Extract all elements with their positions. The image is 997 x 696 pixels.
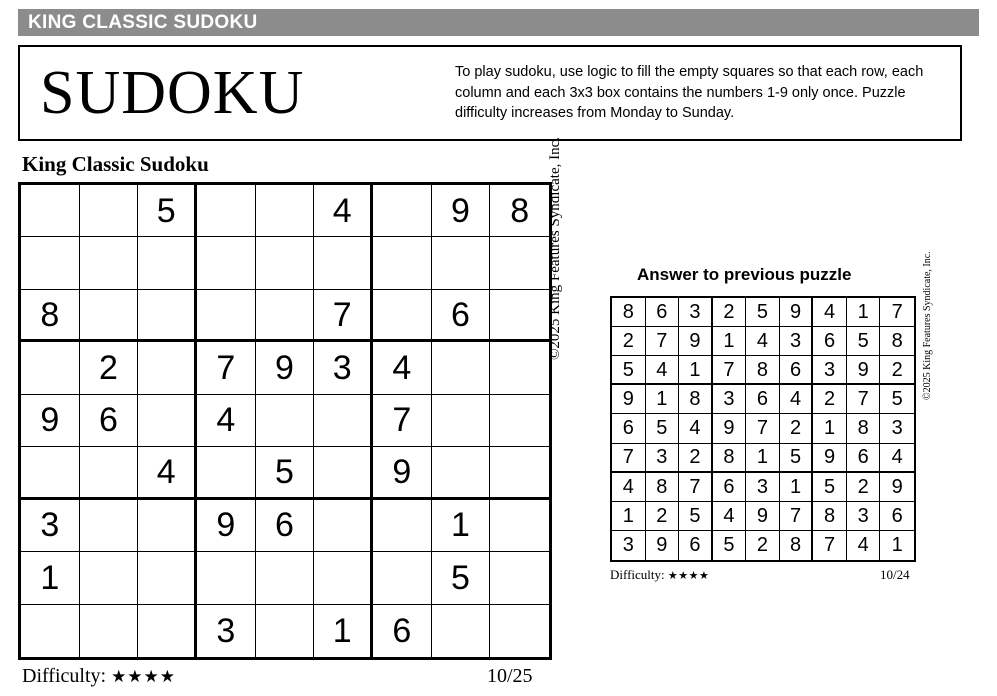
puzzle-difficulty-label: Difficulty: xyxy=(22,665,107,687)
sudoku-cell-r8c6[interactable] xyxy=(314,552,373,604)
answer-difficulty-label: Difficulty: xyxy=(610,567,665,582)
sudoku-cell-r3c4[interactable] xyxy=(197,290,256,342)
sudoku-cell-r9c8[interactable] xyxy=(432,605,491,657)
answer-cell-r3c4: 7 xyxy=(713,356,747,385)
sudoku-cell-r4c4[interactable]: 7 xyxy=(197,342,256,394)
sudoku-cell-r2c6[interactable] xyxy=(314,237,373,289)
sudoku-cell-r3c2[interactable] xyxy=(80,290,139,342)
answer-cell-r9c8: 4 xyxy=(847,531,881,560)
sudoku-cell-r7c6[interactable] xyxy=(314,500,373,552)
answer-cell-r7c7: 5 xyxy=(813,473,847,502)
sudoku-cell-r6c1[interactable] xyxy=(21,447,80,499)
sudoku-cell-r8c7[interactable] xyxy=(373,552,432,604)
answer-cell-r1c4: 2 xyxy=(713,298,747,327)
answer-cell-r6c8: 6 xyxy=(847,444,881,473)
answer-cell-r6c2: 3 xyxy=(646,444,680,473)
answer-cell-r5c6: 2 xyxy=(780,414,814,443)
sudoku-cell-r9c6[interactable]: 1 xyxy=(314,605,373,657)
sudoku-cell-r8c5[interactable] xyxy=(256,552,315,604)
answer-cell-r2c4: 1 xyxy=(713,327,747,356)
sudoku-cell-r2c3[interactable] xyxy=(138,237,197,289)
answer-cell-r4c3: 8 xyxy=(679,385,713,414)
sudoku-cell-r3c6[interactable]: 7 xyxy=(314,290,373,342)
answer-cell-r4c6: 4 xyxy=(780,385,814,414)
answer-cell-r8c6: 7 xyxy=(780,502,814,531)
sudoku-cell-r2c1[interactable] xyxy=(21,237,80,289)
sudoku-cell-r5c6[interactable] xyxy=(314,395,373,447)
answer-cell-r8c7: 8 xyxy=(813,502,847,531)
answer-cell-r3c2: 4 xyxy=(646,356,680,385)
answer-cell-r1c8: 1 xyxy=(847,298,881,327)
answer-cell-r5c4: 9 xyxy=(713,414,747,443)
answer-cell-r2c2: 7 xyxy=(646,327,680,356)
answer-cell-r1c2: 6 xyxy=(646,298,680,327)
sudoku-cell-r4c9[interactable] xyxy=(490,342,549,394)
sudoku-cell-r2c4[interactable] xyxy=(197,237,256,289)
sudoku-cell-r5c3[interactable] xyxy=(138,395,197,447)
answer-difficulty-stars: ★★★★ xyxy=(667,570,710,582)
sudoku-cell-r7c8[interactable]: 1 xyxy=(432,500,491,552)
answer-cell-r8c5: 9 xyxy=(746,502,780,531)
answer-grid xyxy=(610,296,916,562)
answer-cell-r1c5: 5 xyxy=(746,298,780,327)
answer-cell-r4c4: 3 xyxy=(713,385,747,414)
sudoku-cell-r4c7[interactable]: 4 xyxy=(373,342,432,394)
sudoku-cell-r1c3[interactable]: 5 xyxy=(138,185,197,237)
sudoku-cell-r6c2[interactable] xyxy=(80,447,139,499)
answer-cell-r6c3: 2 xyxy=(679,444,713,473)
answer-cell-r3c3: 1 xyxy=(679,356,713,385)
sudoku-cell-r7c3[interactable] xyxy=(138,500,197,552)
sudoku-cell-r3c9[interactable] xyxy=(490,290,549,342)
answer-cell-r4c1: 9 xyxy=(612,385,646,414)
answer-cell-r2c3: 9 xyxy=(679,327,713,356)
answer-cell-r4c9: 5 xyxy=(880,385,914,414)
sudoku-cell-r5c1[interactable]: 9 xyxy=(21,395,80,447)
sudoku-cell-r3c7[interactable] xyxy=(373,290,432,342)
answer-cell-r3c8: 9 xyxy=(847,356,881,385)
sudoku-cell-r1c8[interactable]: 9 xyxy=(432,185,491,237)
answer-title: Answer to previous puzzle xyxy=(637,265,852,284)
sudoku-cell-r9c9[interactable] xyxy=(490,605,549,657)
answer-date: 10/24 xyxy=(880,567,910,582)
answer-cell-r2c9: 8 xyxy=(880,327,914,356)
answer-cell-r6c4: 8 xyxy=(713,444,747,473)
sudoku-cell-r3c5[interactable] xyxy=(256,290,315,342)
answer-cell-r5c8: 8 xyxy=(847,414,881,443)
answer-cell-r7c5: 3 xyxy=(746,473,780,502)
answer-cell-r3c5: 8 xyxy=(746,356,780,385)
answer-cell-r4c2: 1 xyxy=(646,385,680,414)
sudoku-cell-r2c7[interactable] xyxy=(373,237,432,289)
sudoku-cell-r1c1[interactable] xyxy=(21,185,80,237)
answer-cell-r8c2: 2 xyxy=(646,502,680,531)
answer-cell-r6c1: 7 xyxy=(612,444,646,473)
answer-cell-r2c8: 5 xyxy=(847,327,881,356)
sudoku-cell-r9c2[interactable] xyxy=(80,605,139,657)
answer-cell-r3c1: 5 xyxy=(612,356,646,385)
sudoku-cell-r2c2[interactable] xyxy=(80,237,139,289)
sudoku-cell-r3c3[interactable] xyxy=(138,290,197,342)
sudoku-cell-r1c5[interactable] xyxy=(256,185,315,237)
answer-cell-r6c9: 4 xyxy=(880,444,914,473)
sudoku-cell-r8c1[interactable]: 1 xyxy=(21,552,80,604)
puzzle-difficulty-stars: ★★★★ xyxy=(111,667,177,686)
answer-cell-r7c8: 2 xyxy=(847,473,881,502)
sudoku-cell-r1c2[interactable] xyxy=(80,185,139,237)
sudoku-cell-r7c9[interactable] xyxy=(490,500,549,552)
sudoku-cell-r6c9[interactable] xyxy=(490,447,549,499)
answer-cell-r2c1: 2 xyxy=(612,327,646,356)
sudoku-cell-r7c5[interactable]: 6 xyxy=(256,500,315,552)
sudoku-cell-r8c9[interactable] xyxy=(490,552,549,604)
sudoku-cell-r9c3[interactable] xyxy=(138,605,197,657)
answer-difficulty xyxy=(610,567,709,583)
sudoku-cell-r4c3[interactable] xyxy=(138,342,197,394)
answer-cell-r5c5: 7 xyxy=(746,414,780,443)
sudoku-cell-r4c6[interactable]: 3 xyxy=(314,342,373,394)
answer-cell-r7c9: 9 xyxy=(880,473,914,502)
answer-cell-r4c7: 2 xyxy=(813,385,847,414)
sudoku-cell-r1c9[interactable]: 8 xyxy=(490,185,549,237)
answer-cell-r8c3: 5 xyxy=(679,502,713,531)
answer-cell-r8c4: 4 xyxy=(713,502,747,531)
sudoku-cell-r5c8[interactable] xyxy=(432,395,491,447)
sudoku-cell-r2c5[interactable] xyxy=(256,237,315,289)
sudoku-grid[interactable] xyxy=(18,182,552,660)
answer-cell-r9c4: 5 xyxy=(713,531,747,560)
sudoku-cell-r2c8[interactable] xyxy=(432,237,491,289)
answer-cell-r8c9: 6 xyxy=(880,502,914,531)
sudoku-cell-r4c1[interactable] xyxy=(21,342,80,394)
sudoku-cell-r4c2[interactable]: 2 xyxy=(80,342,139,394)
sudoku-cell-r5c7[interactable]: 7 xyxy=(373,395,432,447)
answer-cell-r6c6: 5 xyxy=(780,444,814,473)
answer-cell-r1c3: 3 xyxy=(679,298,713,327)
sudoku-cell-r8c3[interactable] xyxy=(138,552,197,604)
sudoku-cell-r5c2[interactable]: 6 xyxy=(80,395,139,447)
sudoku-cell-r9c4[interactable]: 3 xyxy=(197,605,256,657)
answer-cell-r9c1: 3 xyxy=(612,531,646,560)
sudoku-cell-r4c5[interactable]: 9 xyxy=(256,342,315,394)
sudoku-cell-r6c6[interactable] xyxy=(314,447,373,499)
answer-copyright: ©2025 King Features Syndicate, Inc. xyxy=(922,251,933,400)
sudoku-cell-r8c8[interactable]: 5 xyxy=(432,552,491,604)
answer-cell-r1c7: 4 xyxy=(813,298,847,327)
sudoku-cell-r5c5[interactable] xyxy=(256,395,315,447)
answer-cell-r9c5: 2 xyxy=(746,531,780,560)
sudoku-logo: SUDOKU xyxy=(40,59,305,127)
masthead-panel xyxy=(18,45,962,141)
answer-cell-r4c8: 7 xyxy=(847,385,881,414)
sudoku-cell-r8c2[interactable] xyxy=(80,552,139,604)
sudoku-cell-r1c6[interactable]: 4 xyxy=(314,185,373,237)
puzzle-difficulty xyxy=(22,665,176,688)
sudoku-cell-r6c8[interactable] xyxy=(432,447,491,499)
sudoku-cell-r8c4[interactable] xyxy=(197,552,256,604)
answer-cell-r1c6: 9 xyxy=(780,298,814,327)
sudoku-cell-r3c1[interactable]: 8 xyxy=(21,290,80,342)
answer-cell-r7c2: 8 xyxy=(646,473,680,502)
answer-cell-r9c9: 1 xyxy=(891,534,903,557)
titlebar-label: KING CLASSIC SUDOKU xyxy=(28,11,258,33)
answer-cell-r2c7: 6 xyxy=(813,327,847,356)
answer-cell-r3c6: 6 xyxy=(780,356,814,385)
answer-cell-r8c8: 3 xyxy=(847,502,881,531)
answer-cell-r7c6: 1 xyxy=(780,473,814,502)
puzzle-date: 10/25 xyxy=(487,665,533,687)
sudoku-cell-r6c7[interactable]: 9 xyxy=(373,447,432,499)
answer-cell-r5c7: 1 xyxy=(813,414,847,443)
sudoku-cell-r6c5[interactable]: 5 xyxy=(256,447,315,499)
answer-cell-r4c5: 6 xyxy=(746,385,780,414)
answer-cell-r7c1: 4 xyxy=(612,473,646,502)
sudoku-cell-r6c3[interactable]: 4 xyxy=(138,447,197,499)
sudoku-cell-r5c9[interactable] xyxy=(490,395,549,447)
answer-cell-r9c6: 8 xyxy=(780,531,814,560)
sudoku-cell-r1c7[interactable] xyxy=(373,185,432,237)
sudoku-cell-r3c8[interactable]: 6 xyxy=(432,290,491,342)
answer-cell-r6c7: 9 xyxy=(813,444,847,473)
answer-cell-r9c2: 9 xyxy=(646,531,680,560)
answer-cell-r5c1: 6 xyxy=(612,414,646,443)
answer-cell-r2c5: 4 xyxy=(746,327,780,356)
answer-cell-r3c9: 2 xyxy=(880,356,914,385)
sudoku-cell-r9c7[interactable]: 6 xyxy=(373,605,432,657)
answer-cell-r9c7: 7 xyxy=(813,531,847,560)
sudoku-cell-r4c8[interactable] xyxy=(432,342,491,394)
sudoku-cell-r7c1[interactable]: 3 xyxy=(21,500,80,552)
sudoku-cell-r7c7[interactable] xyxy=(373,500,432,552)
puzzle-heading: King Classic Sudoku xyxy=(22,152,209,176)
answer-cell-r6c5: 1 xyxy=(746,444,780,473)
answer-cell-r1c9: 7 xyxy=(880,298,914,327)
sudoku-cell-r9c1[interactable] xyxy=(21,605,80,657)
page-titlebar xyxy=(18,9,979,36)
answer-cell-r5c2: 5 xyxy=(646,414,680,443)
puzzle-copyright: ©2025 King Features Syndicate, Inc. xyxy=(547,136,563,360)
sudoku-cell-r7c4[interactable]: 9 xyxy=(197,500,256,552)
answer-cell-r7c4: 6 xyxy=(713,473,747,502)
sudoku-cell-r2c9[interactable] xyxy=(490,237,549,289)
sudoku-cell-r1c4[interactable] xyxy=(197,185,256,237)
answer-cell-r2c6: 3 xyxy=(780,327,814,356)
answer-cell-r1c1: 8 xyxy=(612,298,646,327)
answer-cell-r8c1: 1 xyxy=(612,502,646,531)
instructions-text: To play sudoku, use logic to fill the empty squares so that each row, each column and each 3x3 box contains the numbers 1-9 only once. Puzzle difficulty increases from Monday to Sunday. xyxy=(455,64,924,122)
answer-cell-r5c3: 4 xyxy=(679,414,713,443)
sudoku-cell-r6c4[interactable] xyxy=(197,447,256,499)
answer-cell-r7c3: 7 xyxy=(679,473,713,502)
answer-cell-r3c7: 3 xyxy=(813,356,847,385)
sudoku-cell-r5c4[interactable]: 4 xyxy=(197,395,256,447)
answer-cell-r5c9: 3 xyxy=(880,414,914,443)
answer-cell-r9c3: 6 xyxy=(679,531,713,560)
sudoku-cell-r9c5[interactable] xyxy=(256,605,315,657)
sudoku-cell-r7c2[interactable] xyxy=(80,500,139,552)
